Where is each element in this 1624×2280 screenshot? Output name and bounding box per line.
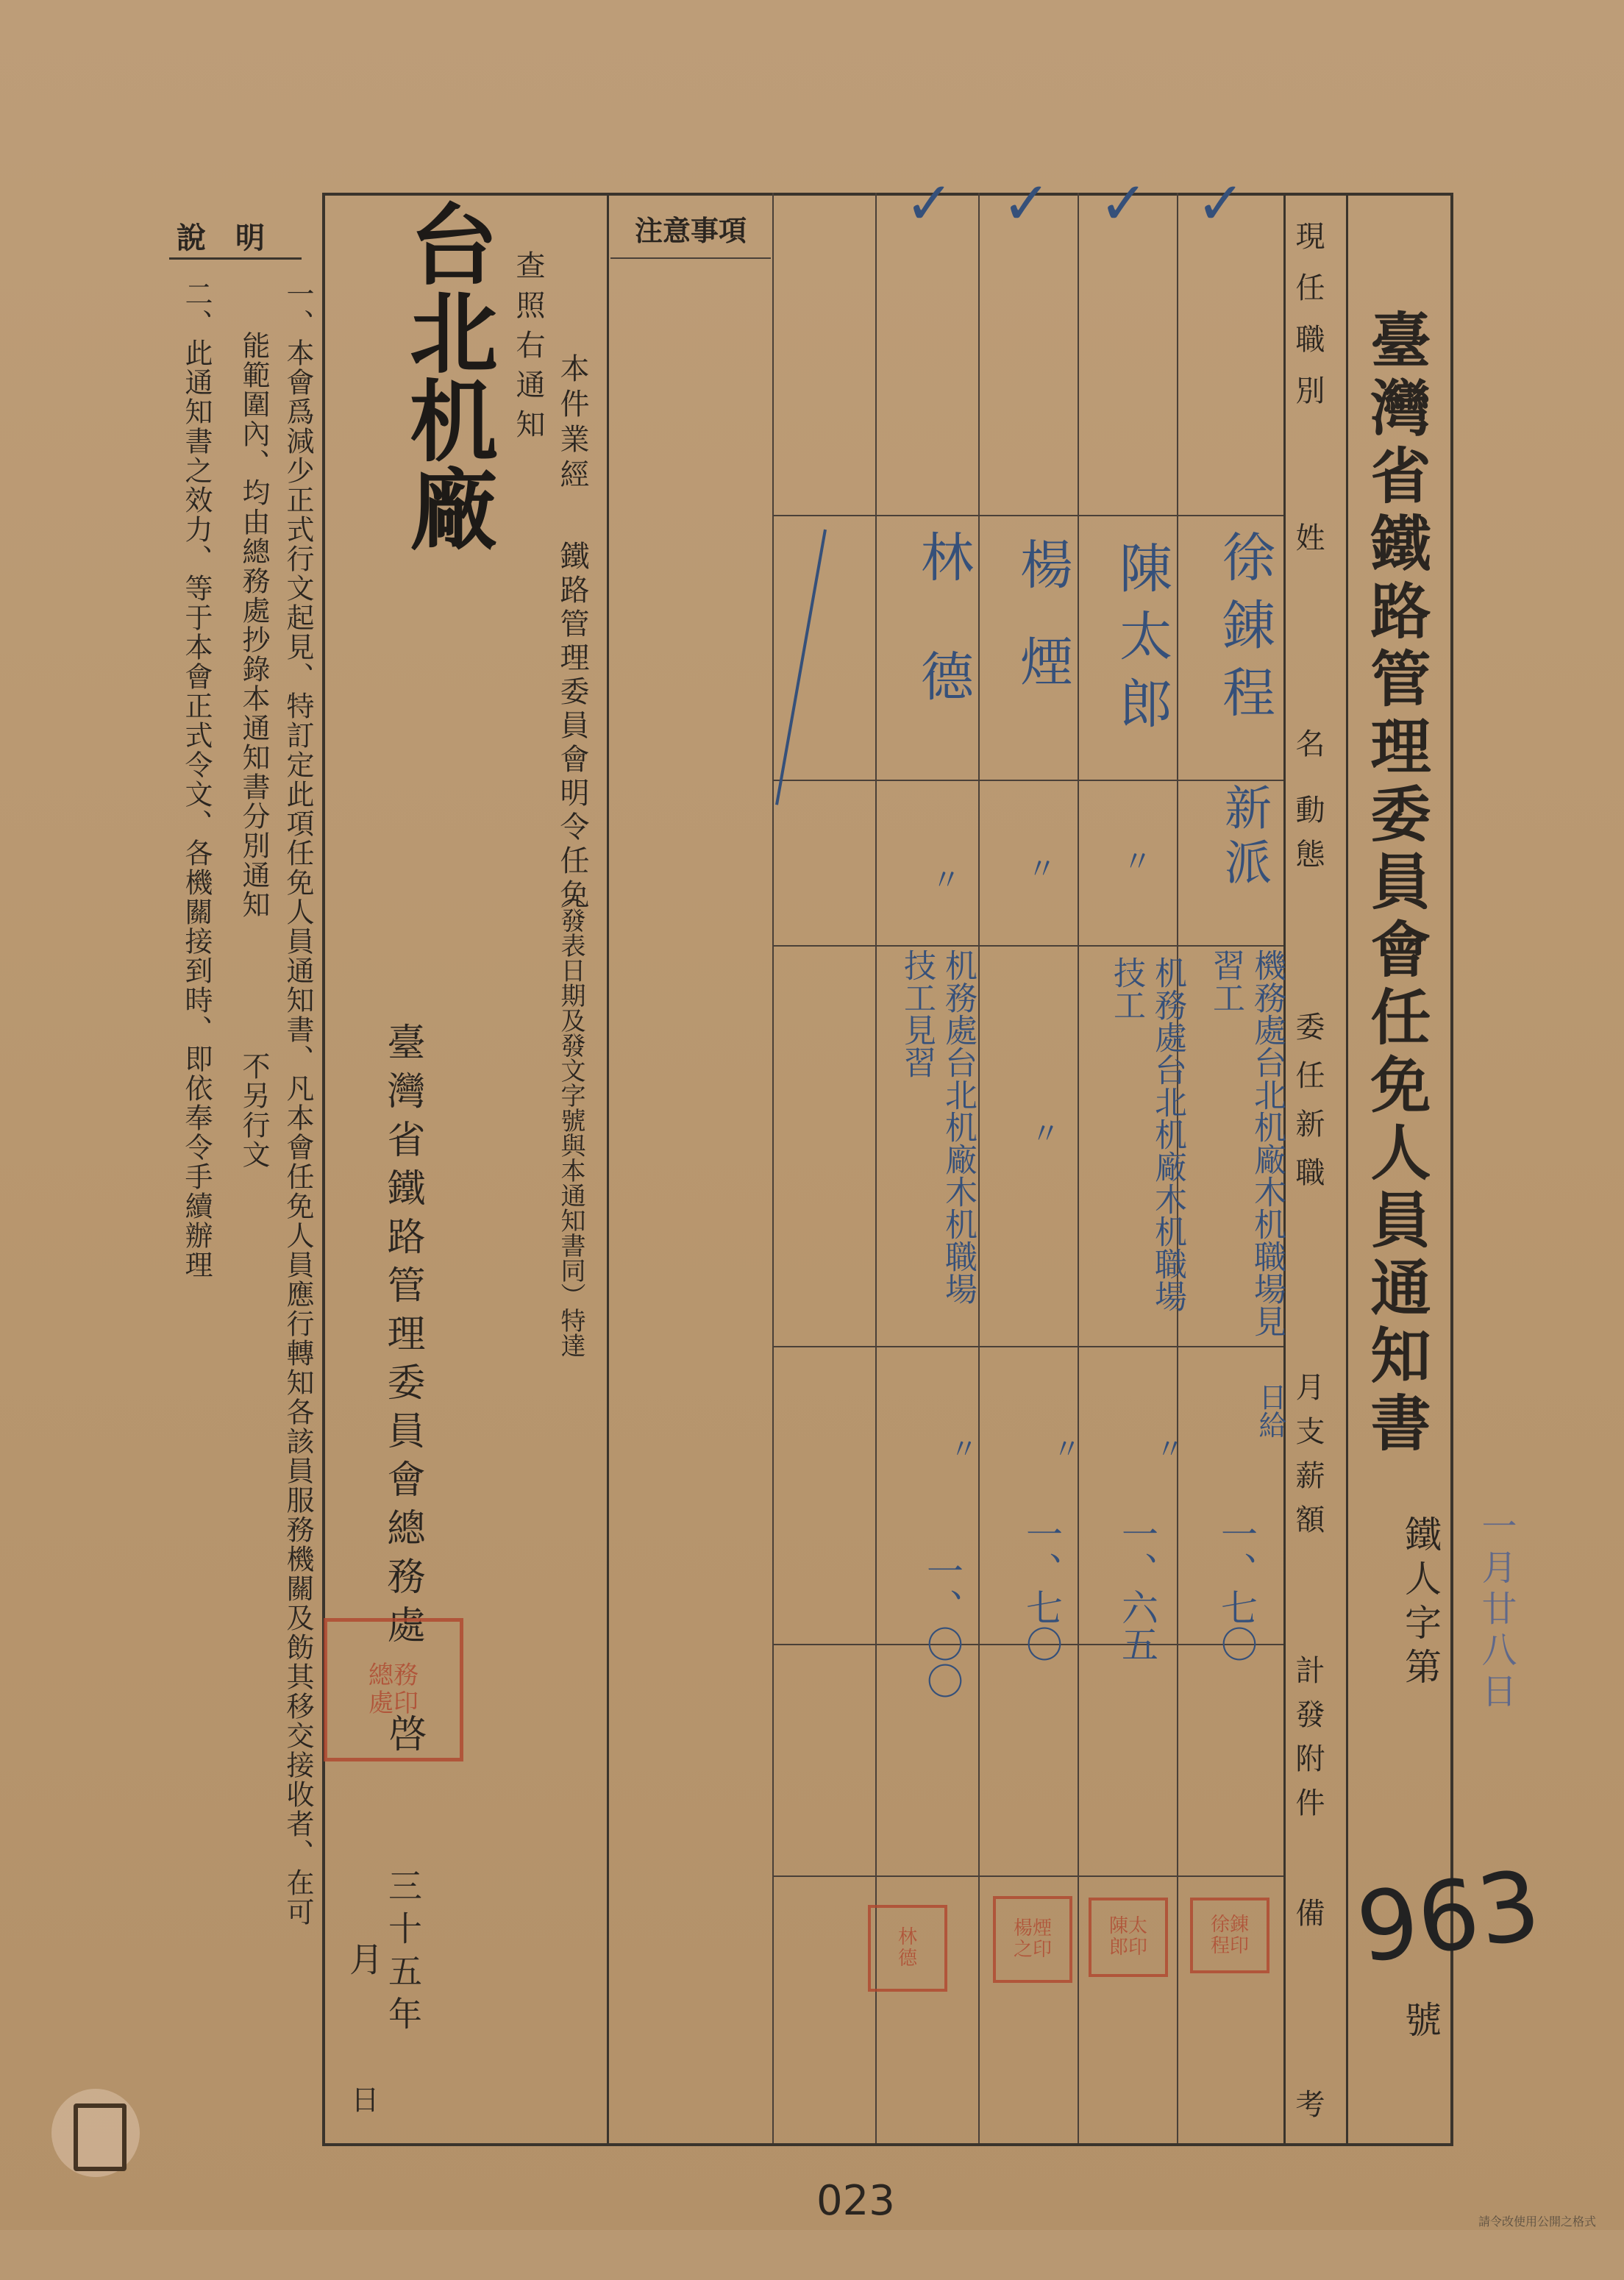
doc-number-suffix: 號: [1399, 2001, 1442, 2037]
column-divider: [607, 193, 609, 2143]
row-2-salary-unit: 〃: [1151, 1434, 1183, 1462]
row-1-new-post: 機務處台北机廠木机職場見習工: [1207, 949, 1286, 1337]
row-2-new-post: 机務處台北机廠木机職場技工: [1108, 956, 1186, 1312]
doc-number-handwritten: 963: [1350, 1848, 1547, 1985]
row-1-name: 徐錬程: [1214, 530, 1275, 733]
body-line-1b: 鐵路管理委員會明令任免: [555, 541, 589, 913]
explanation-header: 說明: [169, 213, 302, 260]
row-2-action: 〃: [1118, 846, 1152, 875]
row-3-new-post: 〃: [1026, 1118, 1060, 1147]
header-new-post: 委任新職: [1291, 1011, 1325, 1205]
explanation-item-1c: 不另行文: [238, 1052, 270, 1169]
explanation-item-1: 一、本會爲減少正式行文起見、特訂定此項任免人員通知書、凡本會任免人員應行轉知各該員服務機關及飭其移交接收者、在可: [282, 279, 314, 1927]
doc-number-prefix: 鐵人字第: [1399, 1515, 1442, 1692]
personal-seal: 楊煙 之印: [993, 1896, 1072, 1983]
header-surname: 姓: [1291, 522, 1325, 552]
row-1-salary-unit: 日給: [1254, 1383, 1286, 1439]
row-3-name: 楊煙: [1011, 537, 1073, 731]
row-divider: [772, 945, 1283, 947]
column-divider: [978, 193, 980, 2143]
page-number: 023: [816, 2177, 895, 2225]
header-attachments: 計發附件: [1291, 1655, 1325, 1831]
row-4-new-post: 机務處台北机廠木机職場技工見習: [898, 949, 977, 1305]
side-date-stamp: 一月廿八日: [1475, 1508, 1517, 1714]
personal-seal: 林 德: [868, 1905, 947, 1992]
official-seal: 總務 處印: [324, 1618, 463, 1761]
row-2-salary: 一、六五: [1116, 1515, 1158, 1662]
issuer-suffix: 啓: [382, 1714, 426, 1752]
archive-logo: [51, 2089, 140, 2177]
personal-seal: 陳太 郎印: [1089, 1898, 1168, 1977]
body-line-2: 查照右通知: [511, 250, 545, 449]
row-4-salary: 一、〇〇: [921, 1552, 964, 1699]
row-3-action: 〃: [1022, 853, 1056, 883]
row-4-action: 〃: [927, 864, 961, 894]
recipient: 台北机廠: [395, 199, 497, 552]
row-4-salary-unit: 〃: [945, 1434, 977, 1462]
issuer: 臺灣省鐵路管理委員會總務處: [380, 1022, 424, 1653]
body-line-1: 本件業經: [555, 353, 589, 494]
row-1-salary: 一、七〇: [1215, 1515, 1258, 1662]
personal-seal: 徐錬 程印: [1190, 1898, 1269, 1973]
row-divider: [772, 780, 1283, 781]
header-remarks: 備考: [1291, 1898, 1325, 2280]
row-4-name: 林德: [912, 530, 974, 768]
header-current-post: 現任職別: [1291, 221, 1325, 427]
column-divider: [1346, 193, 1348, 2143]
check-marks: ✓✓✓✓: [905, 169, 1294, 238]
row-3-salary-unit: 〃: [1048, 1434, 1080, 1462]
row-2-name: 陳太郎: [1111, 541, 1172, 744]
date-day: 日: [346, 2085, 379, 2113]
row-divider: [772, 1346, 1283, 1347]
explanation-item-1b: 能範圍內、均由總務處抄錄本通知書分別通知: [238, 331, 270, 919]
row-divider: [772, 515, 1283, 516]
column-divider: [1078, 193, 1079, 2143]
header-given-name: 名: [1291, 728, 1325, 758]
body-line-1c: （發表日期及發文字號與本通知書同）特達: [556, 883, 585, 1358]
notes-header: 注意事項: [610, 199, 771, 259]
explanation-item-2: 二、此通知書之效力、等于本會正式令文、各機關接到時、即依奉令手續辦理: [180, 279, 213, 1280]
column-divider: [875, 193, 877, 2143]
row-1-action: 新派: [1217, 783, 1271, 892]
header-action: 動態: [1291, 794, 1325, 883]
document-title: 臺灣省鐵路管理委員會任免人員通知書: [1361, 309, 1431, 1459]
header-salary: 月支薪額: [1291, 1372, 1325, 1548]
column-divider: [772, 193, 774, 2143]
row-3-salary: 一、七〇: [1020, 1515, 1063, 1662]
date-year: 三十五年: [383, 1868, 423, 2039]
row-divider: [772, 1875, 1283, 1877]
date-month: 月: [344, 1942, 384, 1976]
bottom-note: 請令改使用公開之格式: [1478, 2215, 1597, 2229]
